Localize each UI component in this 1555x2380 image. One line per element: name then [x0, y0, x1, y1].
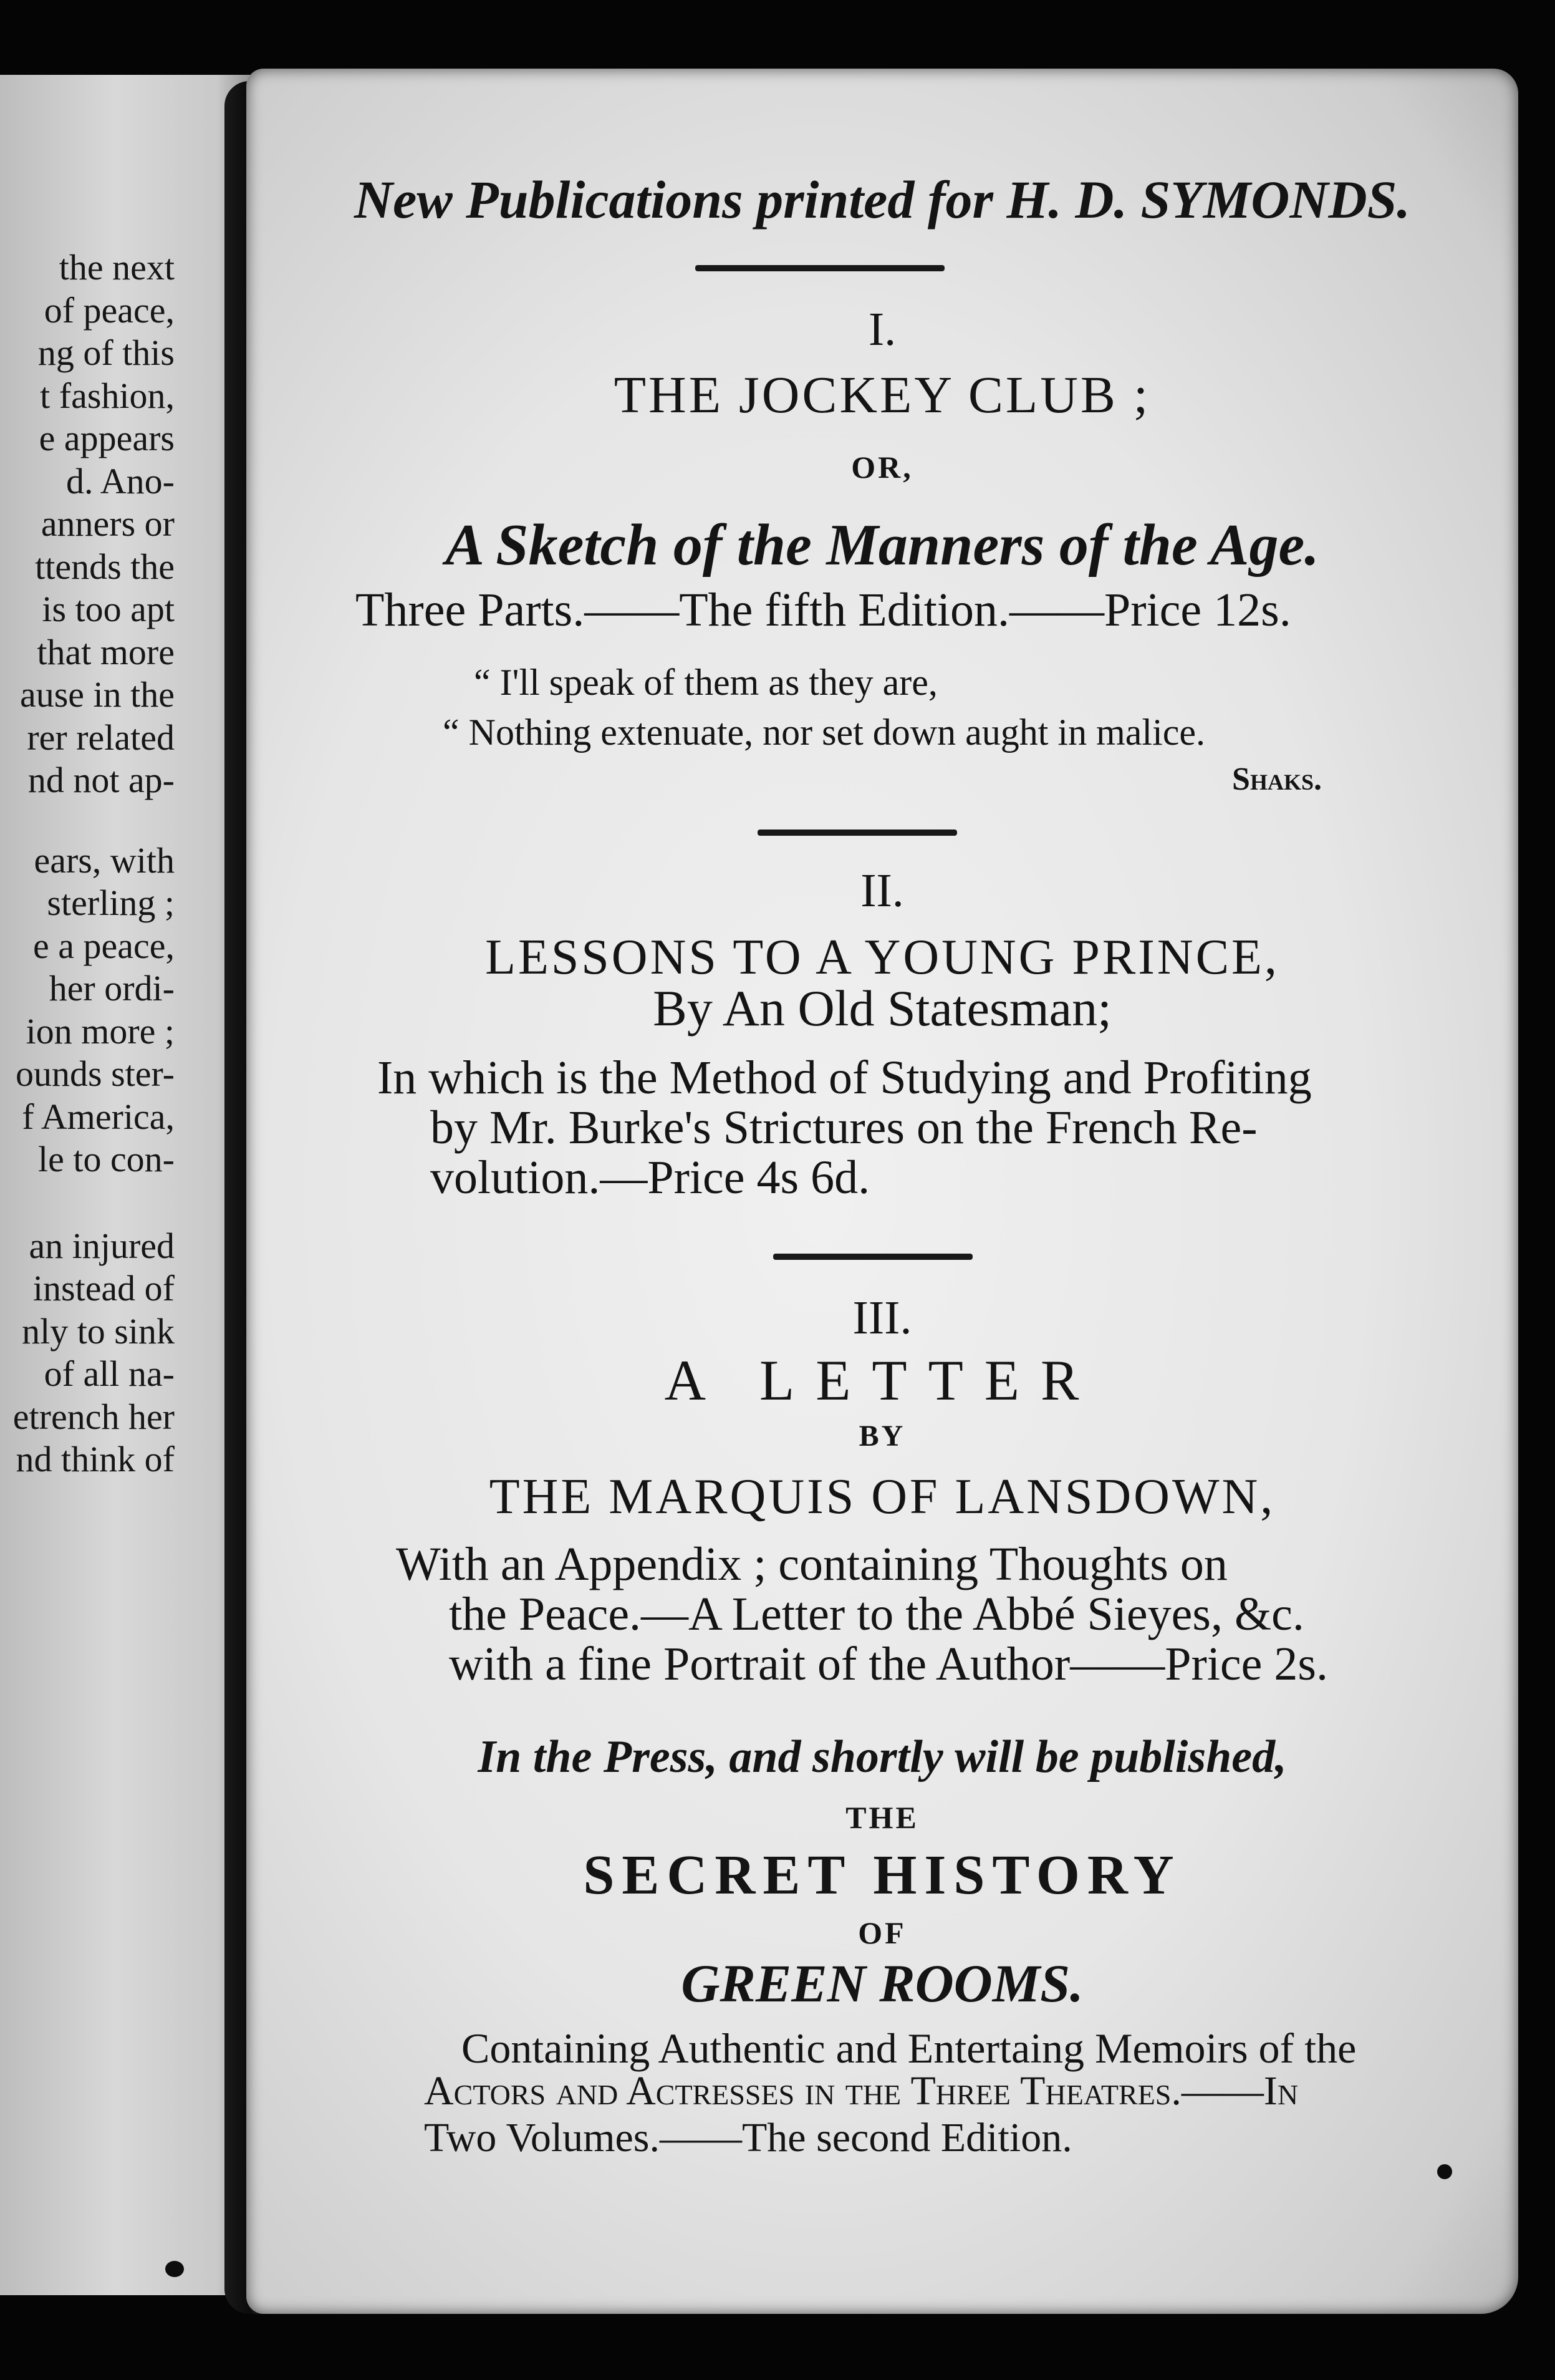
section-3-description-1: With an Appendix ; containing Thoughts on [396, 1538, 1228, 1590]
forthcoming-description-2: Actors and Actresses in the Three Theatres.——In [424, 2068, 1299, 2114]
left-page-line: e appears [39, 418, 175, 458]
left-page-line: the next [59, 247, 175, 288]
left-page-line: nly to sink [22, 1310, 175, 1352]
left-page-line: t fashion, [40, 375, 175, 416]
page-header: New Publications printed for H. D. SYMONDS. [354, 170, 1410, 230]
left-page-line: an injured [29, 1225, 175, 1266]
left-page-line: sterling ; [47, 883, 175, 923]
section-1-or: OR, [851, 450, 913, 485]
left-page-line: rer related [27, 717, 175, 758]
left-page-line: ounds ster- [16, 1053, 175, 1094]
section-2-description-3: volution.—Price 4s 6d. [430, 1151, 870, 1204]
section-3-author: THE MARQUIS OF LANSDOWN, [489, 1469, 1276, 1524]
section-3-numeral: III. [852, 1292, 912, 1344]
section-1-attribution: Shaks. [1232, 762, 1322, 797]
left-page-line: f America, [22, 1096, 175, 1137]
left-page-line: ion more ; [26, 1010, 175, 1052]
left-page-line: that more [37, 631, 175, 672]
left-page-line: of peace, [44, 289, 175, 331]
section-1-details: Three Parts.——The fifth Edition.——Price 12s. [355, 584, 1291, 636]
left-page-line: ause in the [19, 674, 175, 715]
left-page-line: nd think of [16, 1439, 175, 1479]
section-2-description-2: by Mr. Burke's Strictures on the French Re- [430, 1101, 1258, 1154]
section-2-title: LESSONS TO A YOUNG PRINCE, [485, 930, 1279, 985]
left-page-line: ng of this [37, 332, 175, 373]
section-3-title: A LETTER [664, 1348, 1100, 1412]
section-1-subtitle: A Sketch of the Manners of the Age. [445, 513, 1319, 578]
left-page-line: her ordi- [49, 968, 175, 1009]
divider-rule [758, 830, 957, 836]
left-page-line: nd not ap- [27, 760, 175, 800]
section-3-description-3: with a fine Portrait of the Author——Price 2s. [449, 1638, 1328, 1690]
section-2-byline: By An Old Statesman; [653, 980, 1112, 1037]
left-page-line: anners or [41, 503, 175, 544]
forthcoming-the: THE [845, 1800, 919, 1835]
forthcoming-description-3: Two Volumes.——The second Edition. [424, 2115, 1072, 2160]
left-page-line: le to con- [37, 1139, 175, 1179]
divider-rule [773, 1254, 973, 1260]
ink-spot [1437, 2164, 1452, 2179]
left-page-line: of all na- [44, 1353, 175, 1394]
ink-spot [165, 2261, 184, 2277]
left-page-line: d. Ano- [66, 460, 175, 501]
section-3-description-2: the Peace.—A Letter to the Abbé Sieyes, &c. [449, 1588, 1304, 1640]
forthcoming-of: OF [858, 1915, 907, 1950]
forthcoming-title-2: GREEN ROOMS. [681, 1953, 1084, 2013]
section-1-quote-1: “ I'll speak of them as they are, [474, 662, 938, 703]
left-page-line: is too apt [42, 589, 175, 629]
section-2-numeral: II. [860, 864, 904, 917]
left-page-line: e a peace, [33, 925, 175, 966]
section-1-quote-2: “ Nothing extenuate, nor set down aught in malice. [443, 712, 1205, 753]
left-page-line: etrench her [12, 1396, 175, 1437]
left-page-line: ttends the [35, 546, 175, 587]
section-1-numeral: I. [868, 303, 897, 356]
left-page-line: ears, with [34, 839, 175, 881]
forthcoming-notice: In the Press, and shortly will be published, [478, 1731, 1287, 1783]
left-page-line: instead of [32, 1268, 175, 1309]
divider-rule [695, 265, 945, 271]
forthcoming-title-1: SECRET HISTORY [583, 1844, 1182, 1906]
forthcoming-description-1: Containing Authentic and Entertaing Memoirs of the [461, 2024, 1357, 2072]
section-1-title: THE JOCKEY CLUB ; [614, 366, 1151, 424]
section-3-by: BY [859, 1420, 906, 1453]
section-2-description-1: In which is the Method of Studying and Profiting [377, 1052, 1312, 1104]
